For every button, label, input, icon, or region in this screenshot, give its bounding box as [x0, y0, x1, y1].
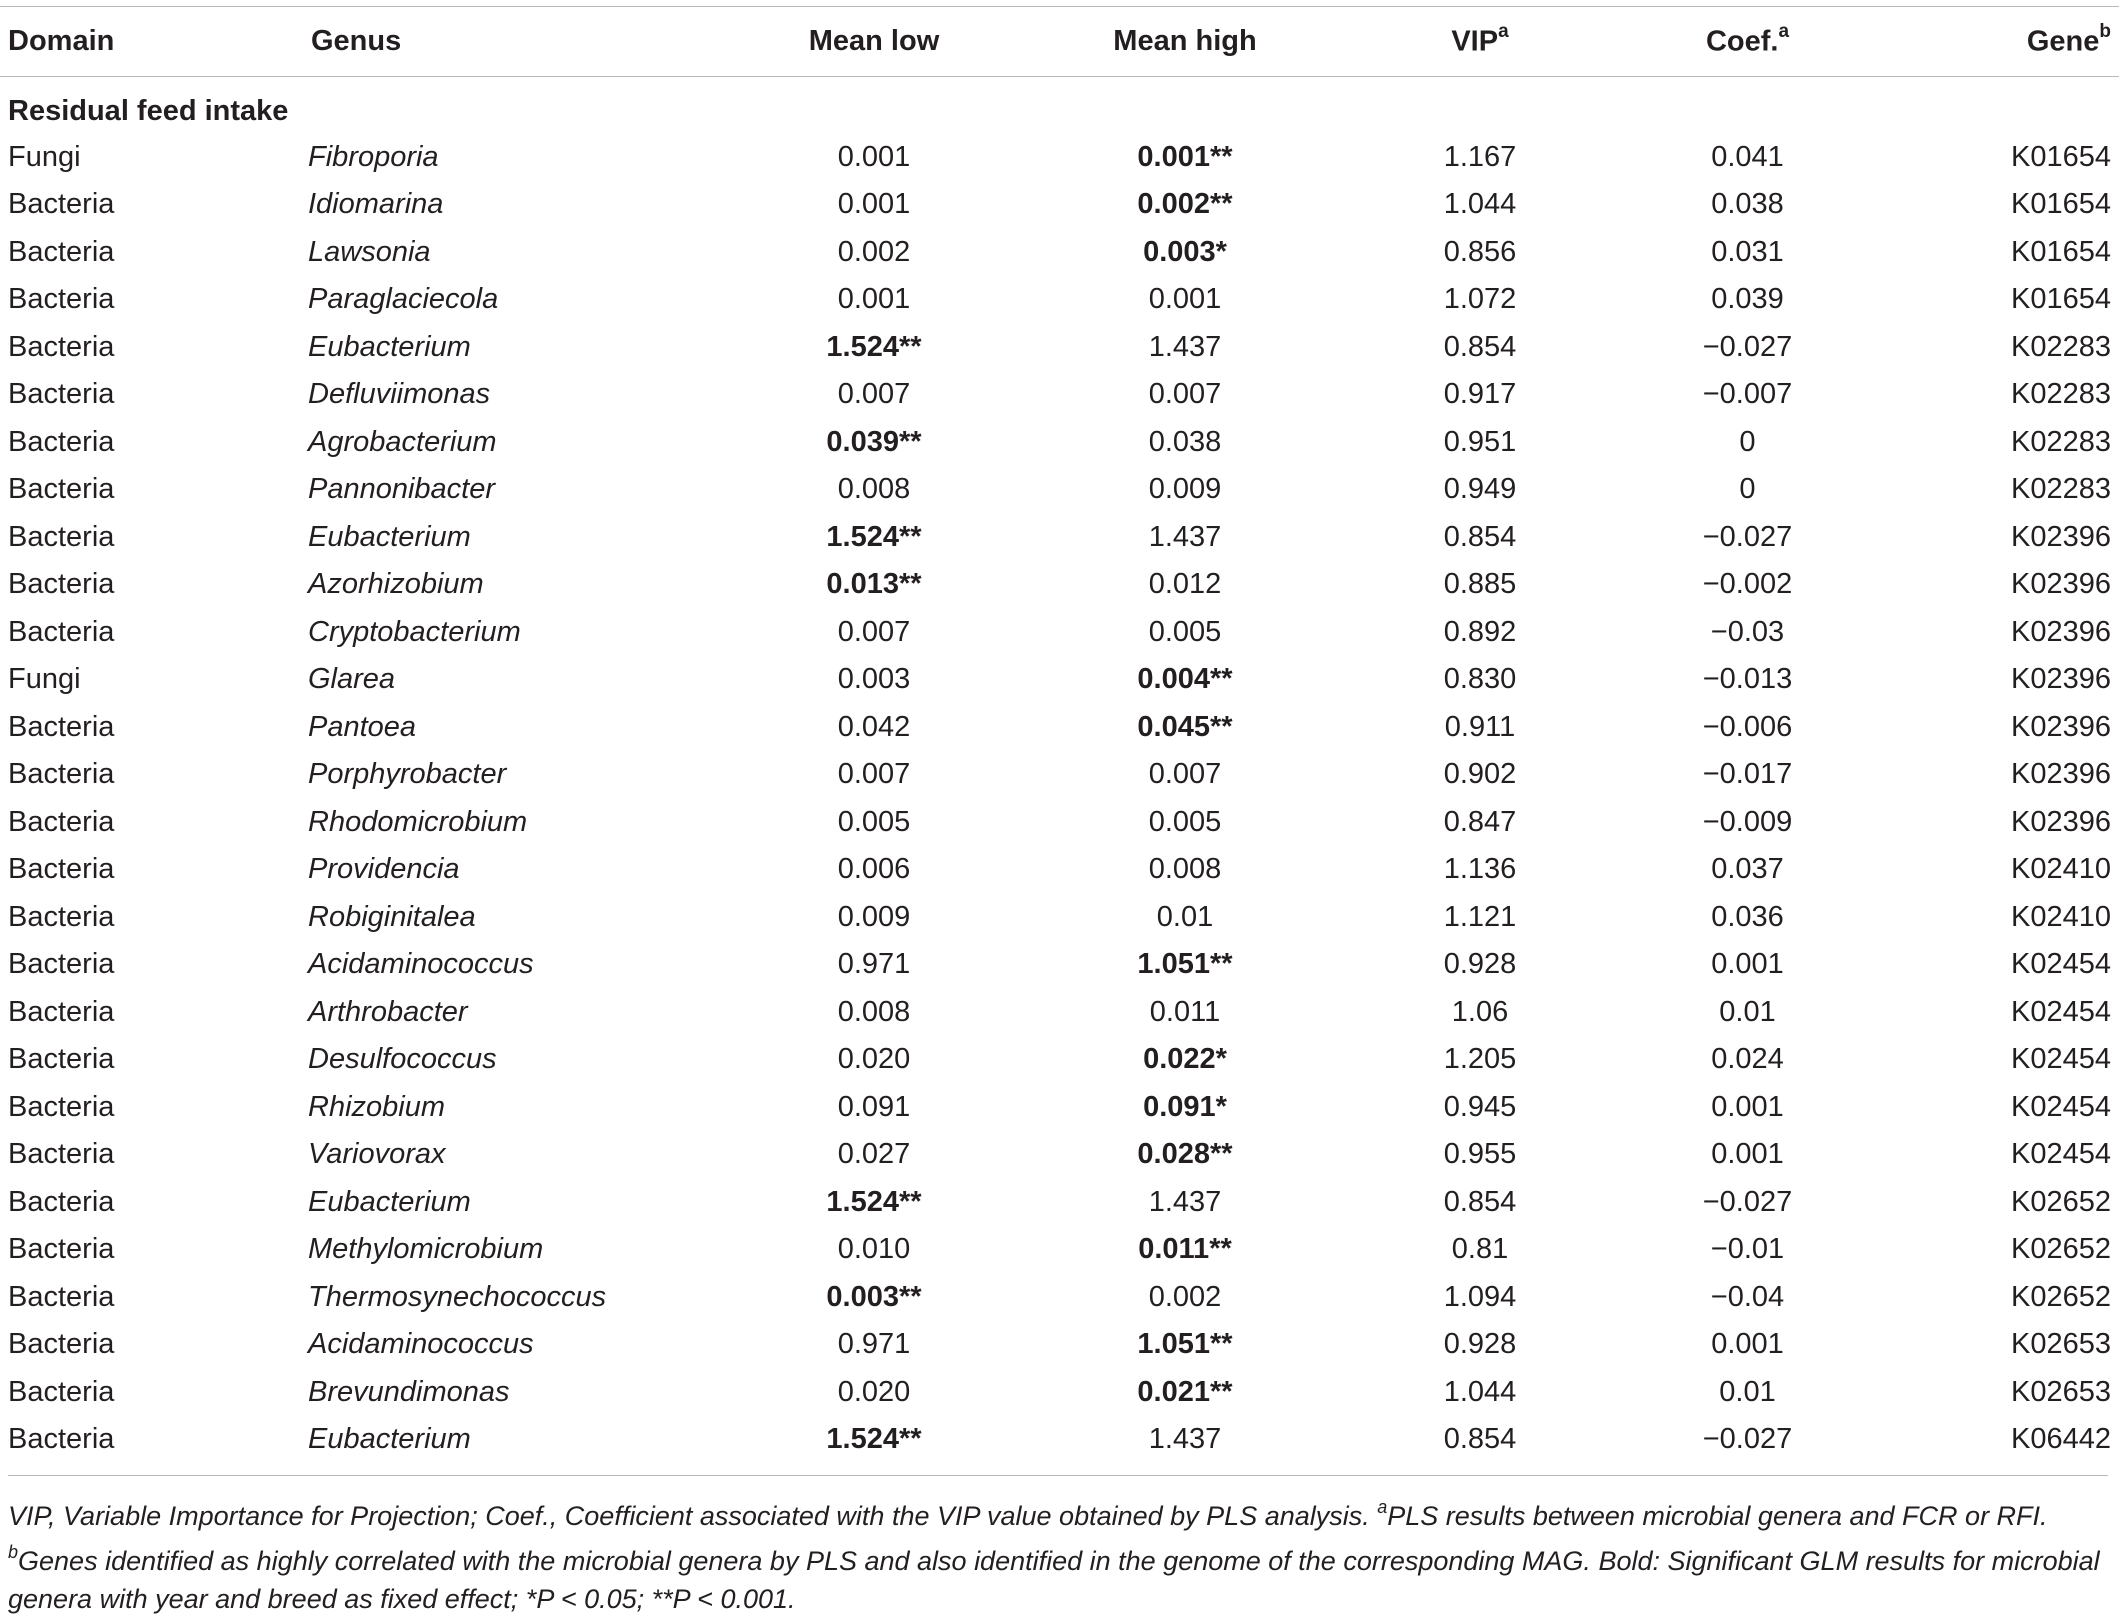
cell-coef: −0.013 — [1702, 663, 1793, 696]
cell-mean-high: 0.045** — [1137, 710, 1233, 743]
cell-vip: 0.854 — [1443, 520, 1517, 553]
cell-gene: K02283 — [2011, 378, 2111, 411]
cell-coef: 0.01 — [1719, 1375, 1776, 1408]
cell-genus: Cryptobacterium — [308, 615, 521, 648]
cell-vip: 0.902 — [1443, 758, 1517, 791]
cell-gene: K02410 — [2011, 900, 2111, 933]
cell-gene: K02283 — [2011, 473, 2111, 506]
cell-domain: Bacteria — [8, 1423, 115, 1456]
cell-coef: 0.001 — [1711, 948, 1784, 981]
table-row — [0, 1131, 2119, 1179]
cell-mean-low: 0.039** — [826, 425, 922, 458]
cell-mean-high: 0.002 — [1148, 1280, 1222, 1313]
cell-gene: K02653 — [2011, 1375, 2111, 1408]
cell-gene: K01654 — [2011, 283, 2111, 316]
table-row — [0, 704, 2119, 752]
cell-mean-low: 1.524** — [826, 1423, 922, 1456]
cell-domain: Bacteria — [8, 1090, 115, 1123]
cell-domain: Fungi — [8, 663, 81, 696]
cell-coef: 0.001 — [1711, 1328, 1784, 1361]
cell-mean-high: 0.091* — [1143, 1090, 1227, 1123]
table-row — [0, 1274, 2119, 1322]
cell-gene: K02454 — [2011, 948, 2111, 981]
cell-mean-low: 0.971 — [837, 1328, 911, 1361]
cell-mean-low: 0.002 — [837, 235, 911, 268]
cell-coef: 0 — [1739, 425, 1756, 458]
cell-genus: Methylomicrobium — [308, 1233, 544, 1266]
cell-coef: 0.031 — [1711, 235, 1784, 268]
cell-coef: −0.027 — [1702, 330, 1793, 363]
cell-vip: 0.911 — [1444, 710, 1516, 743]
cell-genus: Rhodomicrobium — [308, 805, 528, 838]
cell-genus: Paraglaciecola — [308, 283, 499, 316]
cell-mean-low: 0.007 — [837, 615, 911, 648]
cell-coef: −0.009 — [1702, 805, 1793, 838]
cell-vip: 0.854 — [1443, 1185, 1517, 1218]
cell-gene: K02396 — [2011, 520, 2111, 553]
table-row — [0, 419, 2119, 467]
header-domain: Domain — [0, 7, 303, 77]
cell-mean-high: 0.007 — [1148, 378, 1222, 411]
cell-mean-high: 0.003* — [1143, 235, 1227, 268]
results-table — [0, 6, 2119, 1464]
cell-gene: K02454 — [2011, 995, 2111, 1028]
cell-domain: Bacteria — [8, 188, 115, 221]
table-row — [0, 466, 2119, 514]
cell-mean-high: 1.437 — [1148, 1423, 1222, 1456]
cell-coef: −0.006 — [1702, 710, 1793, 743]
cell-gene: K02652 — [2011, 1185, 2111, 1218]
cell-coef: 0.01 — [1719, 995, 1776, 1028]
table-row — [0, 846, 2119, 894]
cell-mean-low: 0.003 — [837, 663, 911, 696]
cell-gene: K02454 — [2011, 1138, 2111, 1171]
table-row — [0, 514, 2119, 562]
table-row — [0, 1369, 2119, 1417]
table-row — [0, 894, 2119, 942]
table-row — [0, 181, 2119, 229]
cell-vip: 0.856 — [1443, 235, 1517, 268]
table-row — [0, 751, 2119, 799]
cell-mean-high: 0.028** — [1137, 1138, 1233, 1171]
table-row — [0, 609, 2119, 657]
cell-mean-low: 0.010 — [837, 1233, 911, 1266]
cell-mean-low: 0.971 — [837, 948, 911, 981]
cell-mean-low: 0.006 — [837, 853, 911, 886]
cell-mean-low: 0.008 — [837, 473, 911, 506]
cell-coef: 0.041 — [1711, 140, 1784, 173]
cell-genus: Defluviimonas — [308, 378, 491, 411]
cell-genus: Glarea — [308, 663, 396, 696]
cell-gene: K01654 — [2011, 188, 2111, 221]
cell-genus: Arthrobacter — [308, 995, 468, 1028]
cell-vip: 1.121 — [1443, 900, 1517, 933]
cell-mean-low: 0.001 — [837, 188, 911, 221]
cell-gene: K02454 — [2011, 1090, 2111, 1123]
cell-gene: K02283 — [2011, 330, 2111, 363]
cell-coef: −0.027 — [1702, 520, 1793, 553]
cell-mean-low: 0.042 — [837, 710, 911, 743]
header-mean-high: Mean high — [1015, 7, 1355, 77]
cell-domain: Bacteria — [8, 1185, 115, 1218]
cell-coef: −0.04 — [1710, 1280, 1785, 1313]
cell-mean-high: 0.021** — [1137, 1375, 1233, 1408]
cell-mean-high: 0.005 — [1148, 805, 1222, 838]
cell-mean-low: 0.001 — [837, 140, 911, 173]
footnote-line1-tail: PLS results between microbial genera and FCR or RFI. — [1387, 1501, 2048, 1531]
cell-domain: Bacteria — [8, 235, 115, 268]
cell-coef: −0.027 — [1702, 1185, 1793, 1218]
cell-genus: Porphyrobacter — [308, 758, 507, 791]
cell-gene: K02396 — [2011, 758, 2111, 791]
cell-mean-low: 0.007 — [837, 378, 911, 411]
table-body — [0, 77, 2119, 1464]
cell-genus: Providencia — [308, 853, 460, 886]
cell-domain: Bacteria — [8, 1043, 115, 1076]
table-row — [0, 941, 2119, 989]
table-row — [0, 371, 2119, 419]
cell-coef: −0.002 — [1702, 568, 1793, 601]
section-row — [0, 77, 2119, 134]
cell-domain: Bacteria — [8, 378, 115, 411]
cell-domain: Bacteria — [8, 995, 115, 1028]
cell-coef: 0.001 — [1711, 1090, 1784, 1123]
cell-gene: K02283 — [2011, 425, 2111, 458]
cell-vip: 1.044 — [1443, 188, 1517, 221]
cell-vip: 0.951 — [1443, 425, 1517, 458]
cell-mean-low: 0.001 — [837, 283, 911, 316]
table-row — [0, 656, 2119, 704]
cell-genus: Rhizobium — [308, 1090, 445, 1123]
cell-coef: 0.036 — [1711, 900, 1784, 933]
cell-mean-high: 0.011 — [1149, 995, 1221, 1028]
cell-domain: Bacteria — [8, 1233, 115, 1266]
table-row — [0, 1036, 2119, 1084]
cell-domain: Bacteria — [8, 948, 115, 981]
cell-genus: Pantoea — [308, 710, 417, 743]
cell-vip: 0.949 — [1443, 473, 1517, 506]
cell-gene: K02652 — [2011, 1233, 2111, 1266]
cell-mean-high: 0.012 — [1148, 568, 1222, 601]
section-title: Residual feed intake — [8, 94, 289, 127]
cell-domain: Bacteria — [8, 425, 115, 458]
footnote-marker-b: b — [8, 1542, 19, 1562]
cell-gene: K01654 — [2011, 235, 2111, 268]
cell-mean-low: 0.091 — [837, 1090, 911, 1123]
cell-vip: 0.892 — [1443, 615, 1517, 648]
cell-vip: 0.81 — [1451, 1233, 1509, 1266]
header-mean-low: Mean low — [733, 7, 1015, 77]
cell-mean-high: 1.051** — [1137, 948, 1233, 981]
footnote-line2: Genes identified as highly correlated with the microbial genera by PLS and also identified in the genome of the corresponding MAG. Bold: Significant GLM results for microbial genera with year and breed as fixed effect; *P < 0.05; **P < 0.001. — [8, 1546, 2100, 1614]
cell-genus: Thermosynechococcus — [308, 1280, 607, 1313]
table-footnote — [8, 1475, 2108, 1618]
cell-mean-high: 0.01 — [1156, 900, 1214, 933]
cell-mean-low: 0.003** — [826, 1280, 922, 1313]
cell-genus: Lawsonia — [308, 235, 431, 268]
cell-genus: Agrobacterium — [308, 425, 497, 458]
cell-genus: Robiginitalea — [308, 900, 476, 933]
footnote-line1: VIP, Variable Importance for Projection; Coef., Coefficient associated with the VIP value obtained by PLS analysis. — [8, 1501, 1378, 1531]
cell-vip: 0.854 — [1443, 1423, 1517, 1456]
cell-domain: Fungi — [8, 140, 81, 173]
cell-domain: Bacteria — [8, 900, 115, 933]
cell-vip: 1.136 — [1443, 853, 1517, 886]
cell-mean-low: 0.020 — [837, 1375, 911, 1408]
cell-gene: K02396 — [2011, 663, 2111, 696]
cell-genus: Eubacterium — [308, 520, 471, 553]
cell-gene: K02454 — [2011, 1043, 2111, 1076]
cell-vip: 1.094 — [1443, 1280, 1517, 1313]
table-row — [0, 276, 2119, 324]
cell-mean-high: 0.001** — [1137, 140, 1233, 173]
cell-vip: 0.885 — [1443, 568, 1517, 601]
cell-domain: Bacteria — [8, 805, 115, 838]
cell-genus: Eubacterium — [308, 330, 471, 363]
cell-domain: Bacteria — [8, 1280, 115, 1313]
cell-mean-low: 0.007 — [837, 758, 911, 791]
table-row — [0, 1416, 2119, 1464]
cell-gene: K01654 — [2011, 140, 2111, 173]
cell-domain: Bacteria — [8, 568, 115, 601]
cell-gene: K06442 — [2011, 1423, 2111, 1456]
cell-vip: 1.167 — [1443, 140, 1517, 173]
cell-coef: 0.039 — [1711, 283, 1784, 316]
cell-mean-low: 0.020 — [837, 1043, 911, 1076]
cell-vip: 0.917 — [1443, 378, 1517, 411]
cell-mean-high: 0.004** — [1137, 663, 1233, 696]
cell-mean-high: 0.009 — [1148, 473, 1222, 506]
table-row — [0, 799, 2119, 847]
cell-domain: Bacteria — [8, 283, 115, 316]
table-row — [0, 324, 2119, 372]
cell-coef: 0.024 — [1711, 1043, 1784, 1076]
cell-domain: Bacteria — [8, 520, 115, 553]
cell-coef: 0.037 — [1711, 853, 1784, 886]
cell-domain: Bacteria — [8, 615, 115, 648]
cell-domain: Bacteria — [8, 1138, 115, 1171]
cell-genus: Brevundimonas — [308, 1375, 510, 1408]
cell-mean-low: 0.009 — [837, 900, 911, 933]
cell-vip: 0.928 — [1443, 948, 1517, 981]
cell-vip: 1.06 — [1451, 995, 1509, 1028]
cell-genus: Azorhizobium — [308, 568, 484, 601]
cell-coef: −0.017 — [1702, 758, 1793, 791]
table-row — [0, 989, 2119, 1037]
table-row — [0, 1321, 2119, 1369]
cell-mean-high: 0.022* — [1143, 1043, 1227, 1076]
header-vip: VIP$^a$ — [1355, 7, 1605, 77]
cell-domain: Bacteria — [8, 330, 115, 363]
header-genus: Genus — [303, 7, 733, 77]
cell-genus: Desulfococcus — [308, 1043, 497, 1076]
cell-coef: 0 — [1739, 473, 1756, 506]
cell-mean-high: 0.011** — [1138, 1233, 1232, 1266]
cell-vip: 0.945 — [1443, 1090, 1517, 1123]
cell-genus: Eubacterium — [308, 1185, 471, 1218]
cell-vip: 0.928 — [1443, 1328, 1517, 1361]
cell-gene: K02396 — [2011, 615, 2111, 648]
cell-coef: −0.007 — [1702, 378, 1793, 411]
footnote-marker-a: a — [1377, 1497, 1388, 1517]
cell-gene: K02652 — [2011, 1280, 2111, 1313]
cell-domain: Bacteria — [8, 758, 115, 791]
cell-domain: Bacteria — [8, 1328, 115, 1361]
cell-gene: K02396 — [2011, 710, 2111, 743]
cell-vip: 1.072 — [1443, 283, 1517, 316]
cell-gene: K02653 — [2011, 1328, 2111, 1361]
cell-mean-high: 0.001 — [1148, 283, 1222, 316]
cell-mean-low: 0.027 — [837, 1138, 911, 1171]
cell-genus: Fibroporia — [308, 140, 439, 173]
cell-coef: −0.027 — [1702, 1423, 1793, 1456]
table-row — [0, 134, 2119, 182]
table-header — [0, 7, 2119, 77]
cell-mean-low: 1.524** — [826, 520, 922, 553]
cell-vip: 1.044 — [1443, 1375, 1517, 1408]
cell-coef: −0.01 — [1710, 1233, 1785, 1266]
cell-mean-low: 1.524** — [826, 330, 922, 363]
cell-domain: Bacteria — [8, 710, 115, 743]
cell-vip: 0.854 — [1443, 330, 1517, 363]
table-row — [0, 561, 2119, 609]
table-row — [0, 229, 2119, 277]
cell-gene: K02410 — [2011, 853, 2111, 886]
cell-genus: Idiomarina — [308, 188, 444, 221]
cell-genus: Variovorax — [308, 1138, 446, 1171]
cell-genus: Eubacterium — [308, 1423, 471, 1456]
table-row — [0, 1084, 2119, 1132]
cell-coef: −0.03 — [1710, 615, 1785, 648]
cell-mean-low: 0.005 — [837, 805, 911, 838]
cell-mean-high: 1.437 — [1148, 520, 1222, 553]
header-gene: Gene$^b$ — [1890, 7, 2119, 77]
cell-vip: 1.205 — [1443, 1043, 1517, 1076]
cell-mean-high: 0.038 — [1148, 425, 1222, 458]
cell-domain: Bacteria — [8, 853, 115, 886]
cell-mean-low: 1.524** — [826, 1185, 922, 1218]
cell-coef: 0.001 — [1711, 1138, 1784, 1171]
cell-coef: 0.038 — [1711, 188, 1784, 221]
cell-genus: Pannonibacter — [308, 473, 496, 506]
cell-mean-high: 1.437 — [1148, 1185, 1222, 1218]
cell-domain: Bacteria — [8, 473, 115, 506]
table-row — [0, 1179, 2119, 1227]
cell-mean-high: 1.437 — [1148, 330, 1222, 363]
cell-mean-high: 1.051** — [1137, 1328, 1233, 1361]
header-coef: Coef.$^a$ — [1605, 7, 1890, 77]
cell-mean-high: 0.005 — [1148, 615, 1222, 648]
cell-mean-low: 0.013** — [826, 568, 922, 601]
cell-genus: Acidaminococcus — [308, 1328, 534, 1361]
cell-mean-high: 0.002** — [1137, 188, 1233, 221]
cell-vip: 0.955 — [1443, 1138, 1517, 1171]
cell-mean-low: 0.008 — [837, 995, 911, 1028]
cell-mean-high: 0.008 — [1148, 853, 1222, 886]
table-row — [0, 1226, 2119, 1274]
cell-mean-high: 0.007 — [1148, 758, 1222, 791]
cell-gene: K02396 — [2011, 805, 2111, 838]
cell-gene: K02396 — [2011, 568, 2111, 601]
cell-vip: 0.830 — [1443, 663, 1517, 696]
cell-domain: Bacteria — [8, 1375, 115, 1408]
cell-genus: Acidaminococcus — [308, 948, 534, 981]
cell-vip: 0.847 — [1443, 805, 1517, 838]
